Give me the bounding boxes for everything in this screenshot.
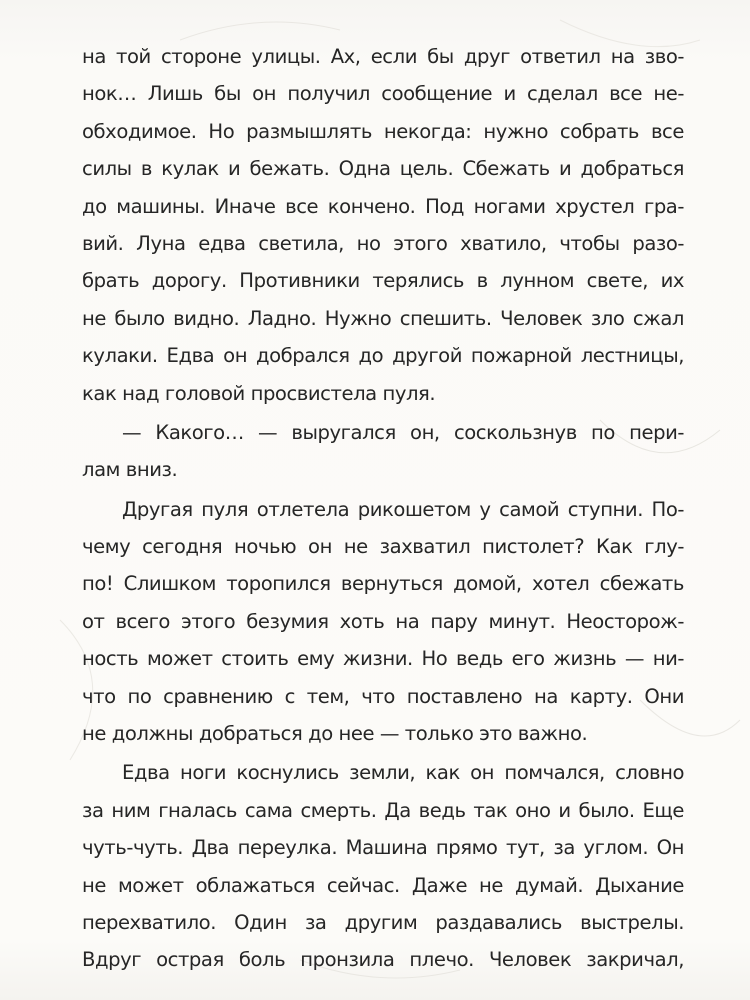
text-line: Вдруг острая боль пронзила плечо. Человек закричал, <box>82 948 684 972</box>
text-line: лам вниз. <box>82 458 178 482</box>
text-line: чуть-чуть. Два переулка. Машина прямо тут, за углом. Он <box>82 836 684 860</box>
text-line: не должны добраться до нее — только это важно. <box>82 722 588 746</box>
text-line: не было видно. Ладно. Нужно спешить. Человек зло сжал <box>82 306 684 330</box>
text-line: от всего этого безумия хоть на пару минут. Неосторож- <box>82 609 684 633</box>
text-line: брать дорогу. Противники терялись в лунном свете, их <box>82 269 684 293</box>
text-line: ность может стоить ему жизни. Но ведь его жизнь — ни- <box>82 647 684 671</box>
text-line: как над головой просвистела пуля. <box>82 381 436 405</box>
text-line: нок… Лишь бы он получил сообщение и сделал все не- <box>82 82 684 106</box>
text-line: за ним гналась сама смерть. Да ведь так оно и было. Еще <box>82 798 684 822</box>
text-line: до машины. Иначе все кончено. Под ногами хрустел гра- <box>82 194 684 218</box>
text-line: обходимое. Но размышлять некогда: нужно собрать все <box>82 119 684 143</box>
paragraph-start-line: Едва ноги коснулись земли, как он помчался, словно <box>122 761 684 785</box>
body-text <box>82 38 684 979</box>
dialogue-line: — Какого… — выругался он, соскользнув по пери- <box>122 420 684 444</box>
text-line: по! Слишком торопился вернуться домой, хотел сбежать <box>82 572 684 596</box>
text-line: не может облажаться сейчас. Даже не думай. Дыхание <box>82 873 684 897</box>
text-line: перехватило. Один за другим раздавались выстрелы. <box>82 910 684 934</box>
paragraph-start-line: Другая пуля отлетела рикошетом у самой ступни. По- <box>122 497 684 521</box>
text-line: кулаки. Едва он добрался до другой пожарной лестницы, <box>82 344 684 368</box>
text-line: что по сравнению с тем, что поставлено на карту. Они <box>82 684 684 708</box>
text-line: чему сегодня ночью он не захватил пистолет? Как глу- <box>82 535 684 559</box>
text-line: на той стороне улицы. Ах, если бы друг ответил на зво- <box>82 45 684 68</box>
text-line: силы в кулак и бежать. Одна цель. Сбежать и добраться <box>82 157 684 181</box>
text-line: вий. Луна едва светила, но этого хватило, чтобы разо- <box>82 231 684 255</box>
